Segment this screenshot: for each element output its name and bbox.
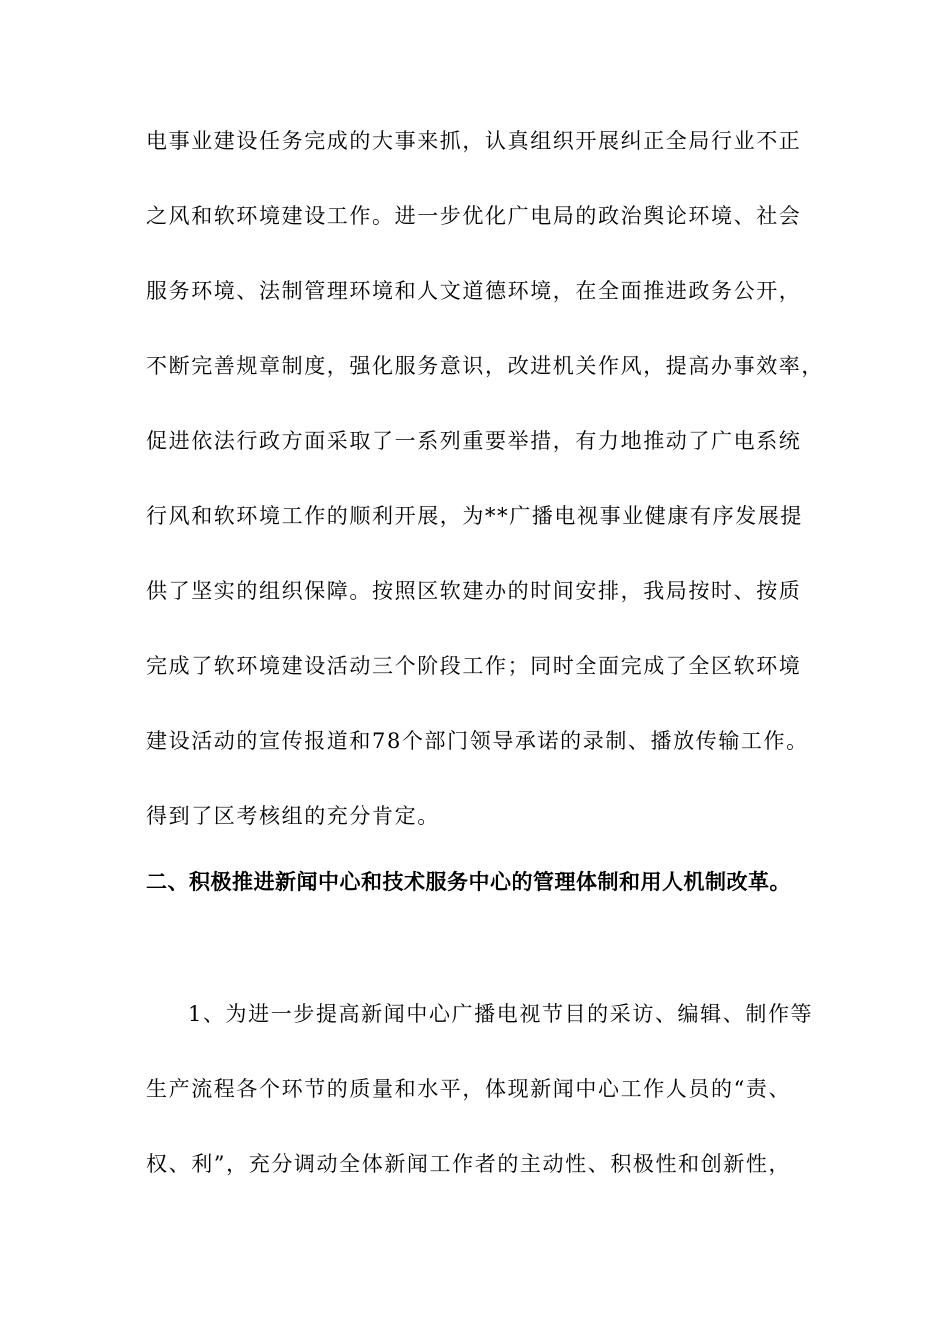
body-text-line: 完成了软环境建设活动三个阶段工作；同时全面完成了全区软环境 (146, 654, 802, 678)
body-text-line: 电事业建设任务完成的大事来抓，认真组织开展纠正全局行业不正 (146, 129, 802, 153)
body-text-line: 1、为进一步提高新闻中心广播电视节目的采访、编辑、制作等 (188, 1002, 814, 1026)
body-text-line: 生产流程各个环节的质量和水平，体现新闻中心工作人员的“责、 (146, 1077, 792, 1101)
body-text-line: 行风和软环境工作的顺利开展，为**广播电视事业健康有序发展提 (146, 504, 803, 528)
body-text-line: 供了坚实的组织保障。按照区软建办的时间安排，我局按时、按质 (146, 579, 802, 603)
body-text-line: 得到了区考核组的充分肯定。 (146, 804, 440, 828)
body-text-line: 促进依法行政方面采取了一系列重要举措，有力地推动了广电系统 (146, 429, 802, 453)
body-text-line: 服务环境、法制管理环境和人文道德环境，在全面推进政务公开， (146, 279, 802, 303)
section-heading: 二、积极推进新闻中心和技术服务中心的管理体制和用人机制改革。 (146, 870, 791, 894)
body-text-line: 权、利”，充分调动全体新闻工作者的主动性、积极性和创新性， (146, 1152, 792, 1176)
body-text-line: 建设活动的宣传报道和78个部门领导承诺的录制、播放传输工作。 (146, 729, 809, 753)
body-text-line: 之风和软环境建设工作。进一步优化广电局的政治舆论环境、社会 (146, 204, 802, 228)
body-text-line: 不断完善规章制度，强化服务意识，改进机关作风，提高办事效率， (146, 354, 824, 378)
